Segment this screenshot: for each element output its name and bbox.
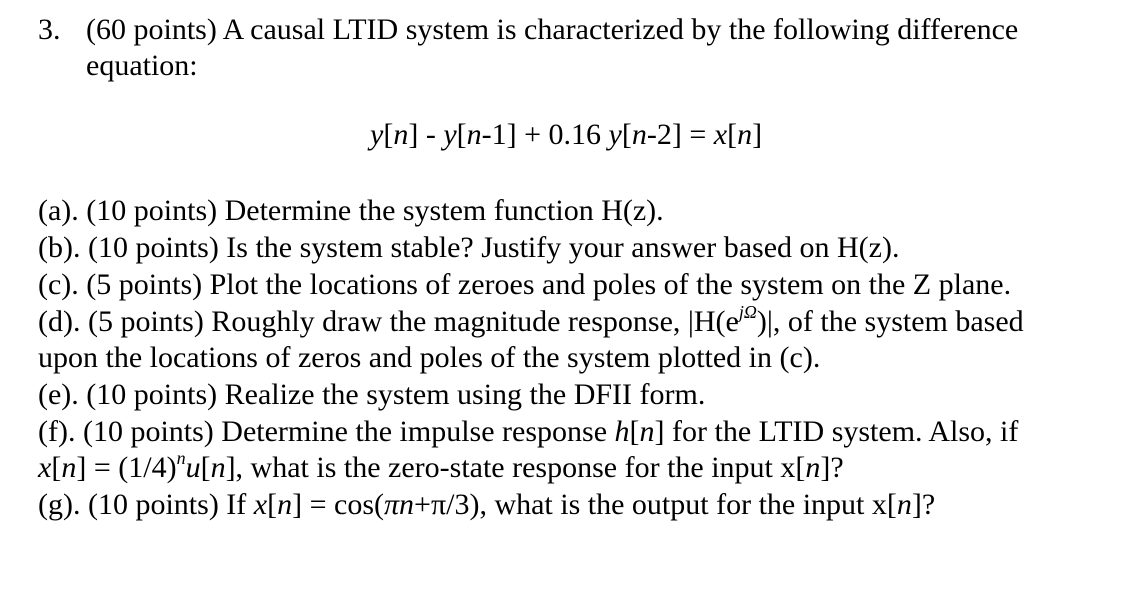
part-f-symbol: n xyxy=(210,451,226,484)
part-d-line1 xyxy=(38,304,1024,340)
eq-symbol: n xyxy=(466,118,482,151)
part-f-superscript: n xyxy=(176,448,186,468)
part-f-line2 xyxy=(38,450,844,486)
part-e: (e). (10 points) Realize the system using the DFII form. xyxy=(38,378,706,411)
part-f-text: ] = (1/4) xyxy=(76,451,177,484)
part-f-text: ], what is the zero-state response for the input x[ xyxy=(225,451,806,484)
part-g-text: +π/3), what is the output for the input x[ xyxy=(414,488,897,521)
part-g-text: [ xyxy=(267,488,278,521)
part-f-text: [ xyxy=(51,451,62,484)
eq-symbol: n xyxy=(631,118,647,151)
eq-text: [ xyxy=(621,118,632,151)
eq-text: [ xyxy=(383,118,394,151)
eq-text: -2] = xyxy=(646,118,714,151)
eq-text: ] - xyxy=(408,118,444,151)
part-d-text: (d). (5 points) Roughly draw the magnitude response, |H(e xyxy=(38,305,739,338)
problem-intro-line1 xyxy=(38,12,1018,48)
part-f-symbol: n xyxy=(639,415,655,448)
problem-intro-text: (60 points) A causal LTID system is characterized by the following difference xyxy=(86,13,1019,46)
part-g-text: ] = cos( xyxy=(292,488,385,521)
eq-symbol: n xyxy=(737,118,753,151)
part-g-text: (g). (10 points) If xyxy=(38,488,254,521)
part-a: (a). (10 points) Determine the system function H(z). xyxy=(38,194,664,227)
eq-text: ] xyxy=(752,118,763,151)
part-d-text-end: )|, of the system based xyxy=(756,305,1024,338)
part-f-symbol: u xyxy=(185,451,201,484)
part-g-symbol: x xyxy=(253,488,268,521)
problem-intro-line2: equation: xyxy=(86,49,198,82)
eq-symbol: y xyxy=(608,118,622,151)
part-f-text: [ xyxy=(200,451,211,484)
eq-symbol: x xyxy=(713,118,728,151)
eq-symbol: y xyxy=(370,118,384,151)
part-b: (b). (10 points) Is the system stable? Justify your answer based on H(z). xyxy=(38,231,900,264)
part-g-text: ]? xyxy=(911,488,936,521)
part-f-text: ] for the LTID system. Also, if xyxy=(654,415,1019,448)
part-f-line1 xyxy=(38,414,1018,450)
part-g-symbol: n xyxy=(896,488,912,521)
part-f-text: ]? xyxy=(820,451,844,484)
part-g-symbol: n xyxy=(277,488,293,521)
part-f-symbol: h xyxy=(614,415,630,448)
difference-equation xyxy=(370,117,762,153)
part-f-symbol: n xyxy=(805,451,821,484)
problem-number: 3. xyxy=(38,13,61,46)
eq-symbol: n xyxy=(393,118,409,151)
part-d-superscript: jΩ xyxy=(738,302,757,322)
part-f-text: (f). (10 points) Determine the impulse response xyxy=(38,415,615,448)
part-f-symbol: n xyxy=(61,451,77,484)
part-g-symbol: π xyxy=(384,488,400,521)
part-g-symbol: n xyxy=(399,488,415,521)
eq-text: -1] + 0.16 xyxy=(481,118,609,151)
part-f-symbol: x xyxy=(38,451,52,484)
eq-text: [ xyxy=(456,118,467,151)
eq-symbol: y xyxy=(443,118,457,151)
part-g xyxy=(38,487,935,523)
part-f-text: [ xyxy=(629,415,640,448)
part-c: (c). (5 points) Plot the locations of zeroes and poles of the system on the Z plane. xyxy=(38,268,1012,301)
eq-text: [ xyxy=(727,118,738,151)
part-d-line2: upon the locations of zeros and poles of the system plotted in (c). xyxy=(38,341,821,374)
